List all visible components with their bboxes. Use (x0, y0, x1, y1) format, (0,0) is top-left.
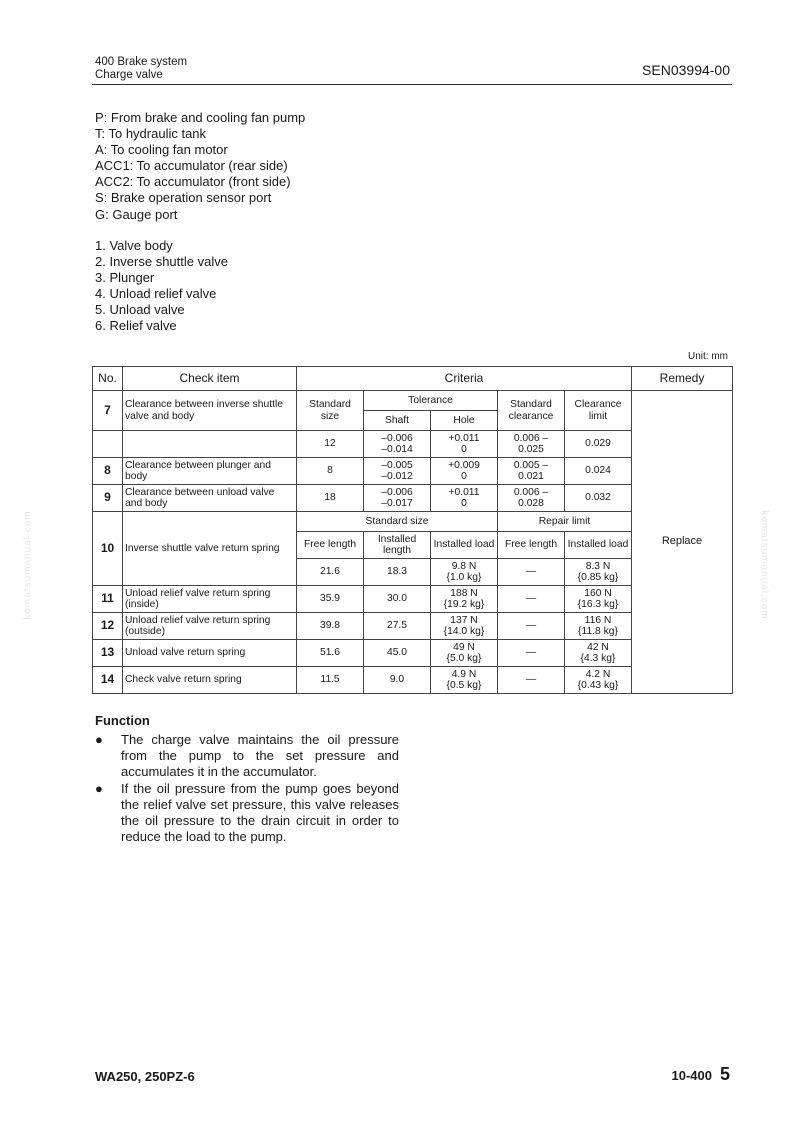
hole-tolerance-lower: 0 (461, 498, 467, 509)
installed-load-limit-value (565, 586, 632, 613)
subheader-free-length-limit: Free length (498, 532, 565, 559)
function-bullet-text: The charge valve maintains the oil pressure from the pump to the set pressure and accumulates it in the accumulator. (121, 732, 399, 780)
standard-clearance-min: 0.005 – (513, 459, 549, 471)
port-item: ACC2: To accumulator (front side) (95, 174, 291, 190)
function-heading: Function (95, 713, 150, 728)
hole-tolerance-upper: +0.011 (448, 432, 480, 444)
header-subsection: Charge valve (95, 69, 163, 81)
row-number: 14 (93, 667, 123, 694)
free-length-value: 21.6 (297, 559, 364, 586)
installed-load-value (431, 613, 498, 640)
standard-clearance-max: 0.021 (518, 471, 544, 482)
standard-clearance-value (498, 485, 565, 512)
installed-load-limit-value (565, 559, 632, 586)
subheader-standard-size: Standard size (297, 391, 364, 431)
shaft-tolerance-lower: –0.012 (381, 471, 413, 482)
subheader-standard-clearance: Standard clearance (498, 391, 565, 431)
page-header-left (95, 56, 187, 82)
table-unit: Unit: mm (688, 351, 728, 362)
installed-length-value: 30.0 (364, 586, 431, 613)
column-header-check-item: Check item (123, 367, 297, 391)
free-length-value: 35.9 (297, 586, 364, 613)
subheader-installed-length: Installed length (364, 532, 431, 559)
part-list (95, 238, 228, 335)
standard-size-value: 8 (297, 458, 364, 485)
standard-clearance-max: 0.028 (518, 498, 544, 509)
installed-load-kg: {14.0 kg} (443, 626, 485, 637)
hole-tolerance-upper: +0.009 (448, 459, 480, 471)
shaft-tolerance-lower: –0.014 (381, 444, 413, 455)
row-number: 10 (93, 512, 123, 586)
check-item: Clearance between unload valve and body (123, 485, 297, 512)
free-length-limit-value: — (498, 559, 565, 586)
shaft-tolerance-upper: –0.005 (381, 459, 413, 471)
installed-load-newton: 49 N (453, 641, 475, 653)
maintenance-standard-table (92, 366, 733, 694)
row-number: 12 (93, 613, 123, 640)
check-item: Inverse shuttle valve return spring (123, 512, 297, 586)
header-section: 400 Brake system (95, 56, 188, 68)
standard-clearance-min: 0.006 – (513, 486, 549, 498)
remedy-cell: Replace (632, 391, 733, 694)
standard-clearance-max: 0.025 (518, 444, 544, 455)
part-item: 3. Plunger (95, 270, 155, 286)
bullet-icon: ● (95, 780, 103, 796)
shaft-tolerance (364, 431, 431, 458)
hole-tolerance-lower: 0 (461, 471, 467, 482)
row-number: 9 (93, 485, 123, 512)
installed-load-limit-value (565, 667, 632, 694)
function-bullet-list (95, 732, 399, 845)
load-limit-kg: {16.3 kg} (577, 599, 619, 610)
installed-length-value: 27.5 (364, 613, 431, 640)
installed-load-kg: {19.2 kg} (443, 599, 485, 610)
column-header-criteria: Criteria (297, 367, 632, 391)
installed-load-newton: 188 N (450, 587, 478, 599)
clearance-limit-value: 0.029 (565, 431, 632, 458)
watermark-left: komatsumanual.com (22, 510, 34, 620)
installed-load-kg: {0.5 kg} (446, 680, 482, 691)
part-item: 5. Unload valve (95, 302, 185, 318)
free-length-value: 39.8 (297, 613, 364, 640)
row-number: 7 (93, 391, 123, 431)
clearance-limit-value: 0.032 (565, 485, 632, 512)
hole-tolerance (431, 431, 498, 458)
header-divider (92, 84, 732, 85)
spacer-cell (123, 431, 297, 458)
part-item: 2. Inverse shuttle valve (95, 254, 228, 270)
hole-tolerance-lower: 0 (461, 444, 467, 455)
bullet-icon: ● (95, 732, 103, 747)
load-limit-newton: 42 N (587, 641, 609, 653)
subheader-clearance-limit: Clearance limit (565, 391, 632, 431)
subheader-installed-load-limit: Installed load (565, 532, 632, 559)
check-item: Clearance between inverse shuttle valve and body (123, 391, 297, 431)
standard-size-value: 18 (297, 485, 364, 512)
subheader-repair-limit: Repair limit (498, 512, 632, 532)
clearance-limit-value: 0.024 (565, 458, 632, 485)
free-length-limit-value: — (498, 667, 565, 694)
free-length-value: 51.6 (297, 640, 364, 667)
installed-length-value: 18.3 (364, 559, 431, 586)
port-item: G: Gauge port (95, 206, 178, 222)
header-doc-code: SEN03994-00 (642, 62, 730, 78)
check-item: Unload relief valve return spring (inside) (123, 586, 297, 613)
standard-clearance-value (498, 431, 565, 458)
subheader-tolerance: Tolerance (364, 391, 498, 411)
load-limit-newton: 8.3 N (585, 560, 611, 572)
footer-page-number: 5 (719, 1064, 730, 1084)
check-item: Clearance between plunger and body (123, 458, 297, 485)
part-item: 6. Relief valve (95, 318, 177, 334)
installed-load-value (431, 667, 498, 694)
installed-length-value: 9.0 (364, 667, 431, 694)
subheader-shaft: Shaft (364, 411, 431, 431)
free-length-limit-value: — (498, 586, 565, 613)
footer-section-code: 10-400 (671, 1068, 712, 1083)
installed-load-limit-value (565, 640, 632, 667)
check-item: Unload valve return spring (123, 640, 297, 667)
shaft-tolerance (364, 485, 431, 512)
subheader-hole: Hole (431, 411, 498, 431)
subheader-installed-load: Installed load (431, 532, 498, 559)
standard-clearance-min: 0.006 – (513, 432, 549, 444)
port-item: S: Brake operation sensor port (95, 190, 272, 206)
column-header-no: No. (93, 367, 123, 391)
check-item: Check valve return spring (123, 667, 297, 694)
hole-tolerance (431, 485, 498, 512)
free-length-value: 11.5 (297, 667, 364, 694)
function-bullet (95, 781, 399, 846)
shaft-tolerance (364, 458, 431, 485)
footer-model: WA250, 250PZ-6 (95, 1069, 195, 1084)
load-limit-newton: 116 N (584, 614, 612, 626)
free-length-limit-value: — (498, 640, 565, 667)
shaft-tolerance-upper: –0.006 (381, 486, 413, 498)
installed-load-newton: 4.9 N (451, 668, 477, 680)
check-item: Unload relief valve return spring (outside) (123, 613, 297, 640)
part-item: 4. Unload relief valve (95, 286, 217, 302)
watermark-right: komatsumanual.com (758, 510, 770, 620)
shaft-tolerance-upper: –0.006 (381, 432, 413, 444)
installed-load-limit-value (565, 613, 632, 640)
port-item: ACC1: To accumulator (rear side) (95, 158, 288, 174)
load-limit-kg: {4.3 kg} (580, 653, 616, 664)
free-length-limit-value: — (498, 613, 565, 640)
port-list (95, 110, 305, 223)
hole-tolerance (431, 458, 498, 485)
hole-tolerance-upper: +0.011 (448, 486, 480, 498)
load-limit-kg: {0.85 kg} (577, 572, 619, 583)
shaft-tolerance-lower: –0.017 (381, 498, 413, 509)
installed-length-value: 45.0 (364, 640, 431, 667)
row-number: 11 (93, 586, 123, 613)
column-header-remedy: Remedy (632, 367, 733, 391)
footer-page-info (672, 1064, 731, 1085)
installed-load-value (431, 586, 498, 613)
function-bullet (95, 732, 399, 781)
installed-load-value (431, 640, 498, 667)
installed-load-newton: 137 N (450, 614, 478, 626)
port-item: A: To cooling fan motor (95, 142, 228, 158)
standard-size-value: 12 (297, 431, 364, 458)
spacer-cell (93, 431, 123, 458)
installed-load-value (431, 559, 498, 586)
row-number: 13 (93, 640, 123, 667)
installed-load-kg: {5.0 kg} (446, 653, 482, 664)
subheader-standard-size: Standard size (297, 512, 498, 532)
port-item: P: From brake and cooling fan pump (95, 110, 306, 125)
installed-load-newton: 9.8 N (451, 560, 477, 572)
port-item: T: To hydraulic tank (95, 126, 207, 142)
load-limit-kg: {0.43 kg} (577, 680, 619, 691)
part-item: 1. Valve body (95, 238, 173, 253)
load-limit-newton: 160 N (584, 587, 612, 599)
row-number: 8 (93, 458, 123, 485)
standard-clearance-value (498, 458, 565, 485)
function-bullet-text: If the oil pressure from the pump goes beyond the relief valve set pressure, this valve releases the oil pressure to the drain circuit in order to reduce the load to the pump. (121, 780, 399, 845)
installed-load-kg: {1.0 kg} (446, 572, 482, 583)
subheader-free-length: Free length (297, 532, 364, 559)
load-limit-newton: 4.2 N (585, 668, 611, 680)
load-limit-kg: {11.8 kg} (578, 626, 618, 637)
